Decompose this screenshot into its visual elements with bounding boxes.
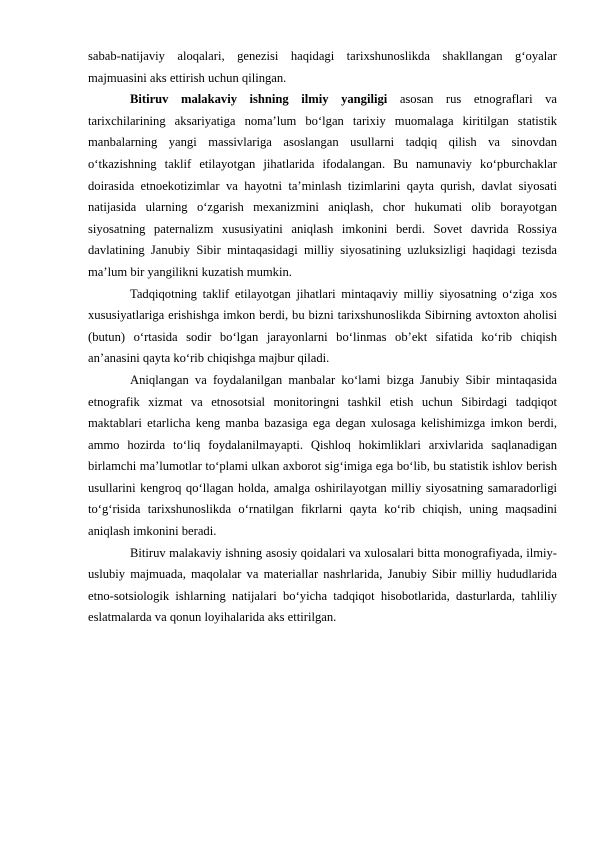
document-page xyxy=(88,46,557,629)
paragraph-sources xyxy=(88,370,557,543)
paragraph-text: asosan rus etnograflari va tarixchilarining aksariyatiga noma’lum bo‘lgan tarixiy muomalaga kiritilgan statistik manbalarning yangi massivlariga asoslangan usullarni tadqiq qilish va sinovdan o‘tkazishning taklif etilayotgan jihatlarida ifodalangan. Bu namunaviy ko‘pburchaklar doirasida etnoekotizimlar va hayotni ta’minlash tizimlarini qayta qurish, davlat siyosati natijasida ularning o‘zgarish mexanizmini aniqlash, chor hukumati olib borayotgan siyosatning paternalizm xususiyatini aniqlash imkonini berdi. Sovet davrida Rossiya davlatining Janubiy Sibir mintaqasidagi milliy siyosatining uzluksizligi haqidagi tezisda ma’lum bir yangilikni kuzatish mumkin. xyxy=(88,92,558,279)
paragraph-text: Aniqlangan va foydalanilgan manbalar ko‘lami bizga Janubiy Sibir mintaqasida etnografik xizmat va etnosotsial monitoringni tashkil etish uchun Sibirdagi tadqiqot maktablari etarlicha keng manba bazasiga ega degan xulosaga kelishimizga imkon berdi, ammo hozirda to‘liq foydalanilmayapti. Qishloq hokimliklari arxivlarida saqlanadigan birlamchi ma’lumotlar to‘plami ulkan axborot sig‘imiga ega bo‘lib, bu statistik ishlov berish usullarini kengroq qo‘llagan holda, amalga oshirilayotgan milliy siyosatning samaradorligi to‘g‘risida tarixshunoslikda o‘rnatilgan fikrlarni qayta ko‘rib chiqish, uning maqsadini aniqlash imkonini beradi. xyxy=(88,372,557,539)
paragraph-scientific-novelty xyxy=(88,89,557,283)
paragraph-research-aspects xyxy=(88,284,557,370)
paragraph-continuation xyxy=(88,46,557,89)
paragraph-text: Tadqiqotning taklif etilayotgan jihatlari mintaqaviy milliy siyosatning o‘ziga xos xususiyatlariga erishishga imkon berdi, bu bizni tarixshunoslikda Sibirning avtoxton aholisi (butun) o‘rtasida sodir bo‘lgan jarayonlarni bo‘linmas ob’ekt sifatida ko‘rib chiqish an’anasini qayta ko‘rib chiqishga majbur qiladi. xyxy=(88,286,557,366)
paragraph-text: sabab-natijaviy aloqalari, genezisi haqidagi tarixshunoslikda shakllangan g‘oyalar majmuasini aks ettirish uchun qilingan. xyxy=(88,49,557,85)
paragraph-conclusions xyxy=(88,543,557,629)
paragraph-lead-heading: Bitiruv malakaviy ishning ilmiy yangiligi xyxy=(130,92,388,107)
paragraph-text: Bitiruv malakaviy ishning asosiy qoidalari va xulosalari bitta monografiyada, ilmiy-uslubiy majmuada, maqolalar va materiallar nashrlarida, Janubiy Sibir milliy hududlarida etno-sotsiologik ishlarning natijalari bo‘yicha tadqiqot hisobotlarida, dasturlarda, tahliliy eslatmalarda va qonun loyihalarida aks ettirilgan. xyxy=(88,545,557,625)
